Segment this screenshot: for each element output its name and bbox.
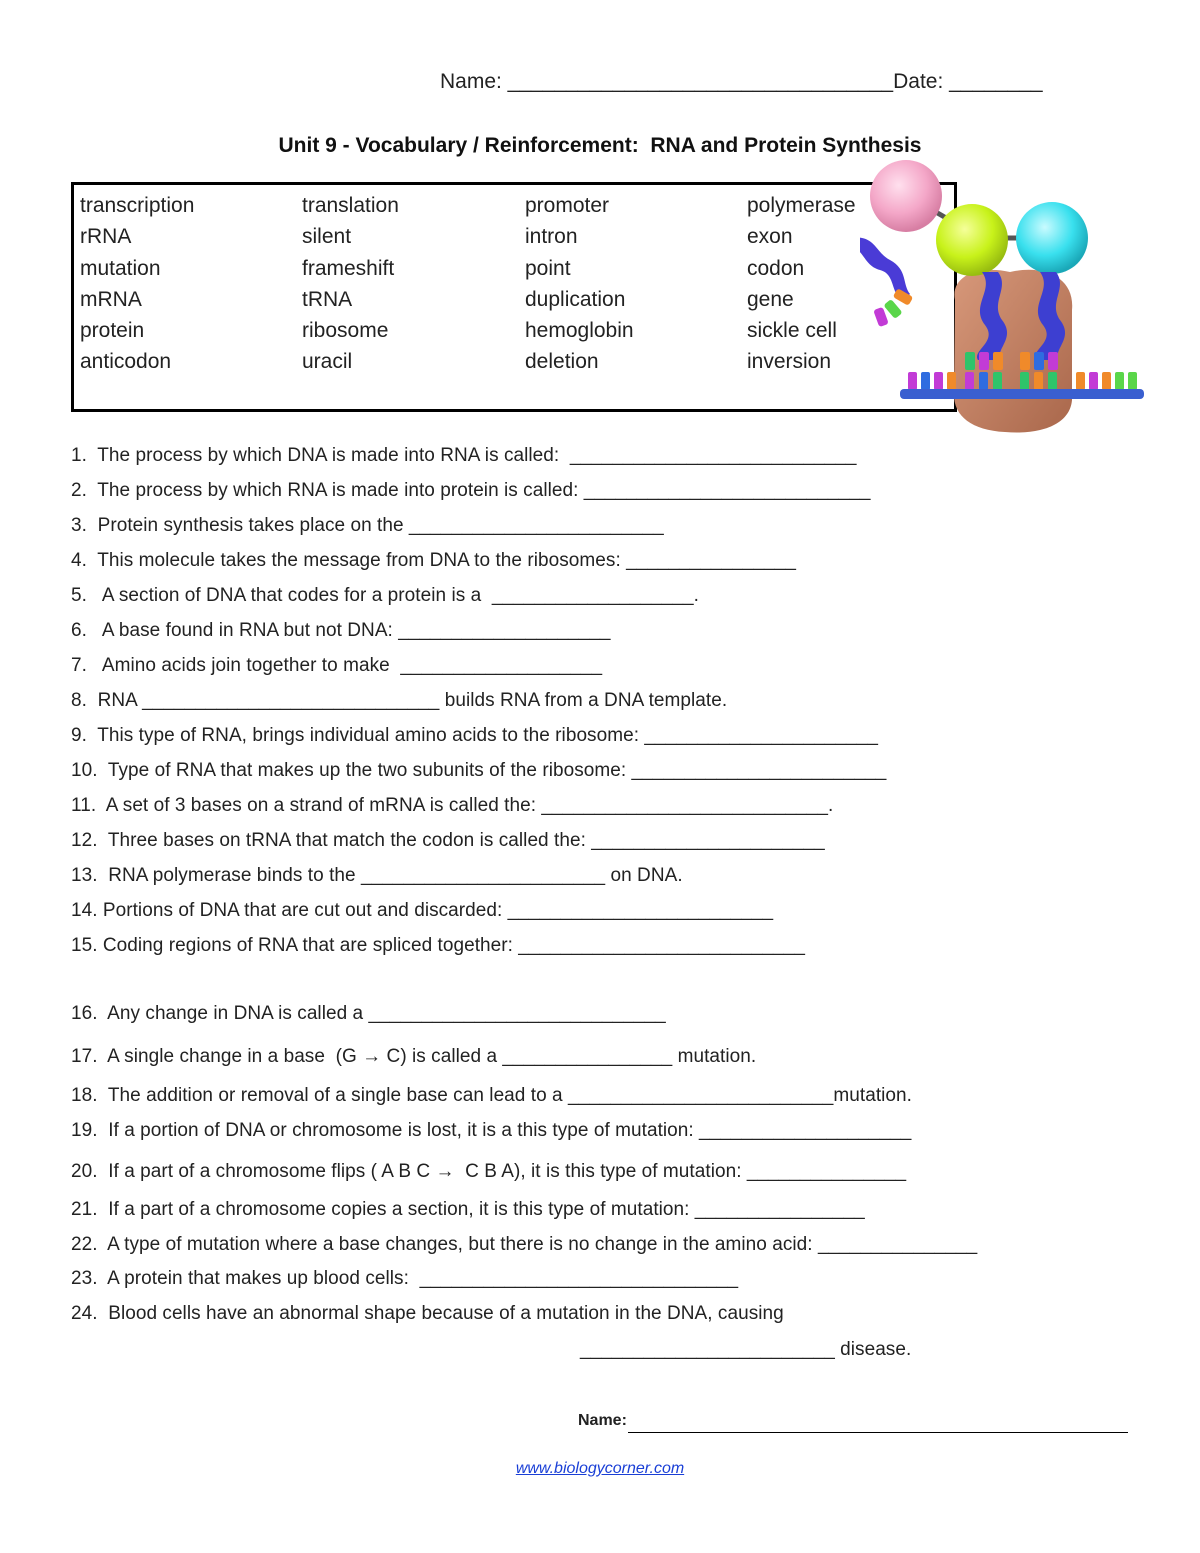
- footer-name-label: Name:: [578, 1412, 627, 1429]
- question-18[interactable]: 18. The addition or removal of a single base can lead to a _________________________mutation.: [71, 1085, 912, 1106]
- word-bank-term: duplication: [525, 287, 626, 311]
- question-4[interactable]: 4. This molecule takes the message from DNA to the ribosomes: ________________: [71, 550, 796, 571]
- question-7[interactable]: 7. Amino acids join together to make ___________________: [71, 655, 603, 676]
- question-13[interactable]: 13. RNA polymerase binds to the _______________________ on DNA.: [71, 865, 683, 886]
- mrna-codon-pegs: [908, 372, 1137, 390]
- question-20[interactable]: 20. If a part of a chromosome flips ( A B C → C B A), it is this type of mutation: _______________: [71, 1161, 907, 1182]
- translation-ribosome-illustration: [860, 160, 1160, 440]
- question-23[interactable]: 23. A protein that makes up blood cells: ______________________________: [71, 1268, 739, 1289]
- question-6[interactable]: 6. A base found in RNA but not DNA: ____________________: [71, 620, 611, 641]
- amino-acid-pink: [870, 160, 942, 232]
- question-10[interactable]: 10. Type of RNA that makes up the two subunits of the ribosome: ________________________: [71, 760, 887, 781]
- page-title: Unit 9 - Vocabulary / Reinforcement: RNA and Protein Synthesis: [278, 134, 922, 157]
- word-bank-term: uracil: [302, 350, 353, 374]
- question-12[interactable]: 12. Three bases on tRNA that match the codon is called the: ______________________: [71, 830, 825, 851]
- amino-acid-lime: [936, 204, 1008, 276]
- question-15[interactable]: 15. Coding regions of RNA that are spliced together: ___________________________: [71, 935, 805, 956]
- word-bank-term: anticodon: [80, 350, 172, 374]
- word-bank-term: mutation: [80, 256, 161, 280]
- question-19[interactable]: 19. If a portion of DNA or chromosome is lost, it is a this type of mutation: ____________________: [71, 1120, 912, 1141]
- question-2[interactable]: 2. The process by which RNA is made into protein is called: ___________________________: [71, 480, 871, 501]
- question-22[interactable]: 22. A type of mutation where a base changes, but there is no change in the amino acid: _______________: [71, 1234, 978, 1255]
- question-14[interactable]: 14. Portions of DNA that are cut out and discarded: _________________________: [71, 900, 774, 921]
- question-21[interactable]: 21. If a part of a chromosome copies a section, it is this type of mutation: ________________: [71, 1199, 865, 1220]
- word-bank-term: frameshift: [302, 256, 395, 280]
- website-link[interactable]: www.biologycorner.com: [515, 1460, 685, 1477]
- word-bank-term: translation: [302, 194, 399, 217]
- question-8[interactable]: 8. RNA ____________________________ builds RNA from a DNA template.: [71, 690, 728, 711]
- question-5[interactable]: 5. A section of DNA that codes for a protein is a ___________________.: [71, 585, 699, 606]
- word-bank-term: tRNA: [302, 287, 353, 311]
- question-24-answer-line[interactable]: ________________________ disease.: [580, 1339, 912, 1360]
- amino-acid-cyan: [1016, 202, 1088, 274]
- question-24[interactable]: 24. Blood cells have an abnormal shape because of a mutation in the DNA, causing: [71, 1303, 784, 1324]
- question-9[interactable]: 9. This type of RNA, brings individual amino acids to the ribosome: ______________________: [71, 725, 878, 746]
- word-bank-term: rRNA: [80, 225, 132, 249]
- question-1[interactable]: 1. The process by which DNA is made into RNA is called: ___________________________: [71, 445, 857, 466]
- word-bank-term: hemoglobin: [525, 319, 634, 343]
- word-bank-column-4: [747, 190, 856, 378]
- word-bank-term: exon: [747, 225, 793, 249]
- mrna-strand: [900, 389, 1144, 399]
- word-bank-term: polymerase: [747, 194, 856, 217]
- word-bank-term: protein: [80, 319, 145, 343]
- word-bank-column-2: [302, 190, 399, 378]
- word-bank-term: intron: [525, 225, 578, 249]
- word-bank-term: transcription: [80, 194, 195, 217]
- word-bank-term: sickle cell: [747, 319, 837, 343]
- word-bank-term: promoter: [525, 194, 610, 217]
- word-bank-term: codon: [747, 256, 805, 280]
- word-bank-term: ribosome: [302, 319, 389, 343]
- question-11[interactable]: 11. A set of 3 bases on a strand of mRNA is called the: ___________________________.: [71, 795, 834, 816]
- question-16[interactable]: 16. Any change in DNA is called a ____________________________: [71, 1003, 666, 1024]
- word-bank-term: deletion: [525, 350, 599, 374]
- question-17[interactable]: 17. A single change in a base (G → C) is called a ________________ mutation.: [71, 1046, 757, 1067]
- name-date-line[interactable]: Name: _________________________________Date: ________: [440, 70, 1043, 93]
- word-bank-term: gene: [747, 287, 794, 311]
- word-bank-column-1: [80, 190, 194, 378]
- footer-name-line[interactable]: [628, 1432, 1128, 1433]
- word-bank-column-3: [525, 190, 634, 378]
- question-3[interactable]: 3. Protein synthesis takes place on the ________________________: [71, 515, 664, 536]
- word-bank-term: point: [525, 256, 571, 280]
- word-bank-term: inversion: [747, 350, 832, 374]
- word-bank-term: silent: [302, 225, 352, 249]
- word-bank-term: mRNA: [80, 287, 142, 311]
